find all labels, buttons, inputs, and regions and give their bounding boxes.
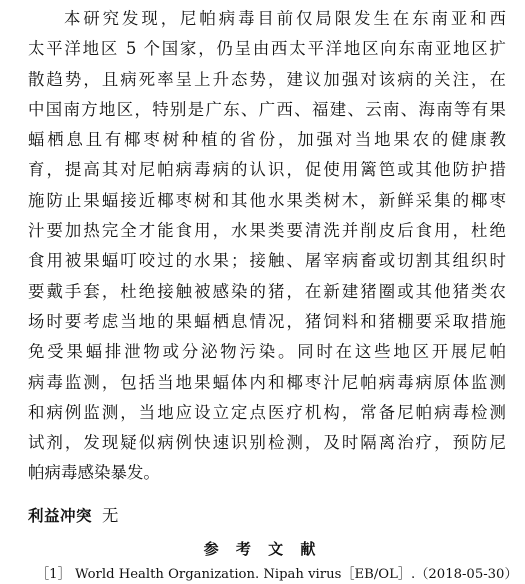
body-line: 场时要考虑当地的果蝠栖息情况，猪饲料和猪棚要采取措施 [28,311,506,331]
body-line: 和病例监测，当地应设立定点医疗机构，常备尼帕病毒检测 [28,402,506,422]
body-line: 本研究发现，尼帕病毒目前仅局限发生在东南亚和西 [64,9,506,28]
body-line: 试剂，发现疑似病例快速识别检测，及时隔离治疗，预防尼 [28,433,506,453]
reference-item: ［1］ World Health Organization. Nipah virus［EB/OL］.（2018-05-30） [36,567,518,582]
body-paragraph [28,4,506,489]
body-line: 散趋势，且病死率呈上升态势，建议加强对该病的关注，在 [28,69,506,89]
body-line: 病毒监测，包括当地果蝠体内和椰枣汁尼帕病毒病原体监测 [28,372,506,392]
body-line: 施防止果蝠接近椰枣树和其他水果类树木，新鲜采集的椰枣 [28,190,506,210]
body-line: 汁要加热完全才能食用，水果类要清洗并削皮后食用，杜绝 [28,221,506,241]
body-line: 食用被果蝠叮咬过的水果；接触、屠宰病畜或切割其组织时 [28,251,506,271]
body-line: 免受果蝠排泄物或分泌物污染。同时在这些地区开展尼帕 [28,342,506,362]
body-line: 太平洋地区 5 个国家，仍呈由西太平洋地区向东南亚地区扩 [28,39,506,59]
body-line: 蝠栖息且有椰枣树种植的省份，加强对当地果农的健康教 [28,130,506,150]
body-line: 要戴手套，杜绝接触被感染的猪，在新建猪圈或其他猪类农 [28,281,506,301]
references-heading: 参 考 文 献 [203,540,322,558]
body-line: 育，提高其对尼帕病毒病的认识，促使用篱笆或其他防护措 [28,160,506,180]
conflict-of-interest-label: 利益冲突 [28,507,93,525]
body-line: 中国南方地区，特别是广东、广西、福建、云南、海南等有果 [28,99,506,119]
body-line: 帕病毒感染暴发。 [28,463,160,483]
conflict-of-interest-value: 无 [102,506,119,525]
conflict-of-interest [28,503,118,529]
